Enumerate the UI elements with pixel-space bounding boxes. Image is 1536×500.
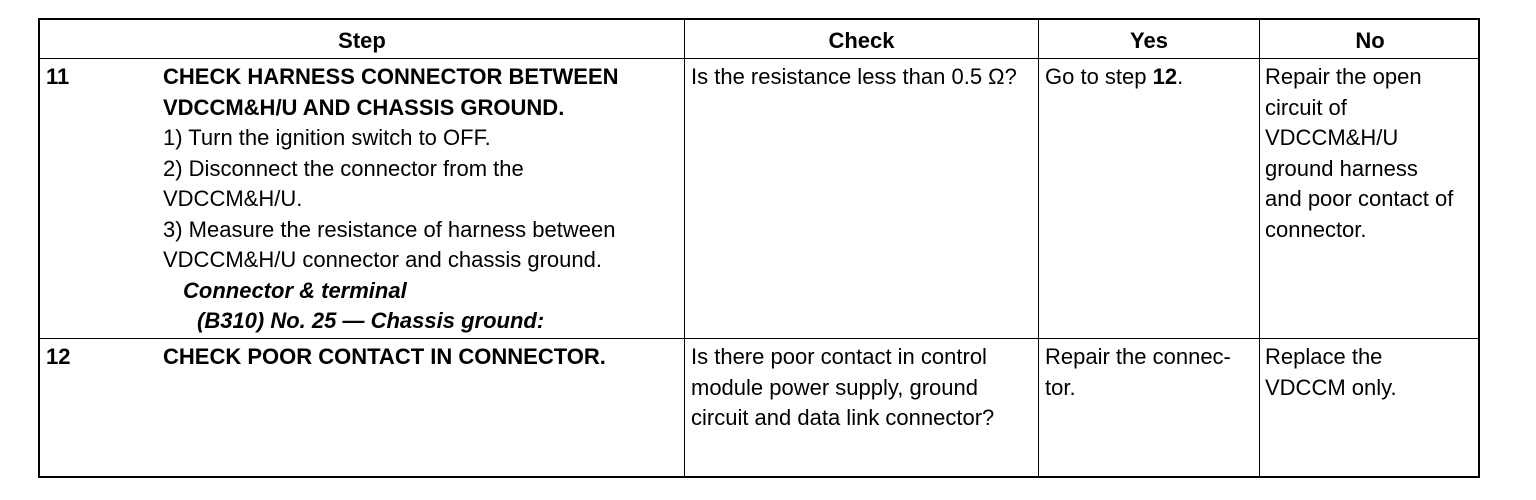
- header-check: Check: [828, 28, 895, 53]
- step-11-no-line: circuit of: [1265, 94, 1347, 120]
- step-11-instruction-3-line1: 3) Measure the resistance of harness between: [163, 216, 616, 242]
- step-11-instruction-1: 1) Turn the ignition switch to OFF.: [163, 125, 491, 150]
- step-11-instruction-3-line2: VDCCM&H/U connector and chassis ground.: [163, 247, 602, 272]
- step-11-no-line: Repair the open: [1265, 64, 1422, 89]
- step-12-no: [1265, 342, 1480, 403]
- troubleshooting-table: [38, 18, 1480, 478]
- step-12-yes-line: Repair the connec-: [1045, 344, 1231, 369]
- step-11-yes: [1045, 62, 1257, 93]
- step-11-yes-prefix: Go to step: [1045, 64, 1153, 89]
- step-11-check: [691, 62, 1036, 93]
- step-12-yes: [1045, 342, 1257, 403]
- header-no: No: [1355, 28, 1385, 53]
- step-11-yes-suffix: .: [1177, 64, 1184, 89]
- row-divider: [40, 338, 1478, 339]
- step-11-content: [163, 62, 683, 337]
- header-yes: Yes: [1130, 28, 1168, 53]
- step-11-title-line2: VDCCM&H/U AND CHASSIS GROUND.: [163, 94, 565, 120]
- step-11-check-text: Is the resistance less than 0.5 Ω?: [691, 64, 1017, 89]
- step-12-check-line: circuit and data link connector?: [691, 405, 995, 430]
- step-12-content: [163, 342, 683, 373]
- step-11-no-line: VDCCM&H/U: [1265, 125, 1399, 150]
- step-number-11: 11: [46, 64, 70, 89]
- step-12-check: [691, 342, 1036, 434]
- step-12-yes-line: tor.: [1045, 374, 1076, 400]
- header-step: Step: [338, 28, 386, 53]
- header-divider: [40, 58, 1478, 59]
- step-11-yes-step-ref: 12: [1152, 64, 1178, 89]
- step-12-check-line: Is there poor contact in control: [691, 344, 987, 369]
- step-12-check-line: module power supply, ground: [691, 374, 978, 400]
- step-11-no-line: ground harness: [1265, 155, 1418, 181]
- column-divider: [684, 20, 685, 476]
- column-divider: [1259, 20, 1260, 476]
- column-divider: [1038, 20, 1039, 476]
- step-11-title-line1: CHECK HARNESS CONNECTOR BETWEEN: [163, 64, 619, 89]
- step-11-spec-value: (B310) No. 25 — Chassis ground:: [197, 308, 545, 333]
- step-12-no-line: Replace the: [1265, 344, 1383, 369]
- step-11-no: [1265, 62, 1480, 245]
- step-11-spec-label: Connector & terminal: [183, 277, 407, 303]
- step-12-title: CHECK POOR CONTACT IN CONNECTOR.: [163, 344, 606, 369]
- step-11-instruction-2-line1: 2) Disconnect the connector from the: [163, 155, 524, 181]
- step-12-no-line: VDCCM only.: [1265, 374, 1397, 400]
- step-11-instruction-2-line2: VDCCM&H/U.: [163, 186, 303, 211]
- step-11-no-line: and poor contact of: [1265, 186, 1454, 211]
- step-11-no-line: connector.: [1265, 216, 1367, 242]
- step-number-12: 12: [46, 344, 71, 369]
